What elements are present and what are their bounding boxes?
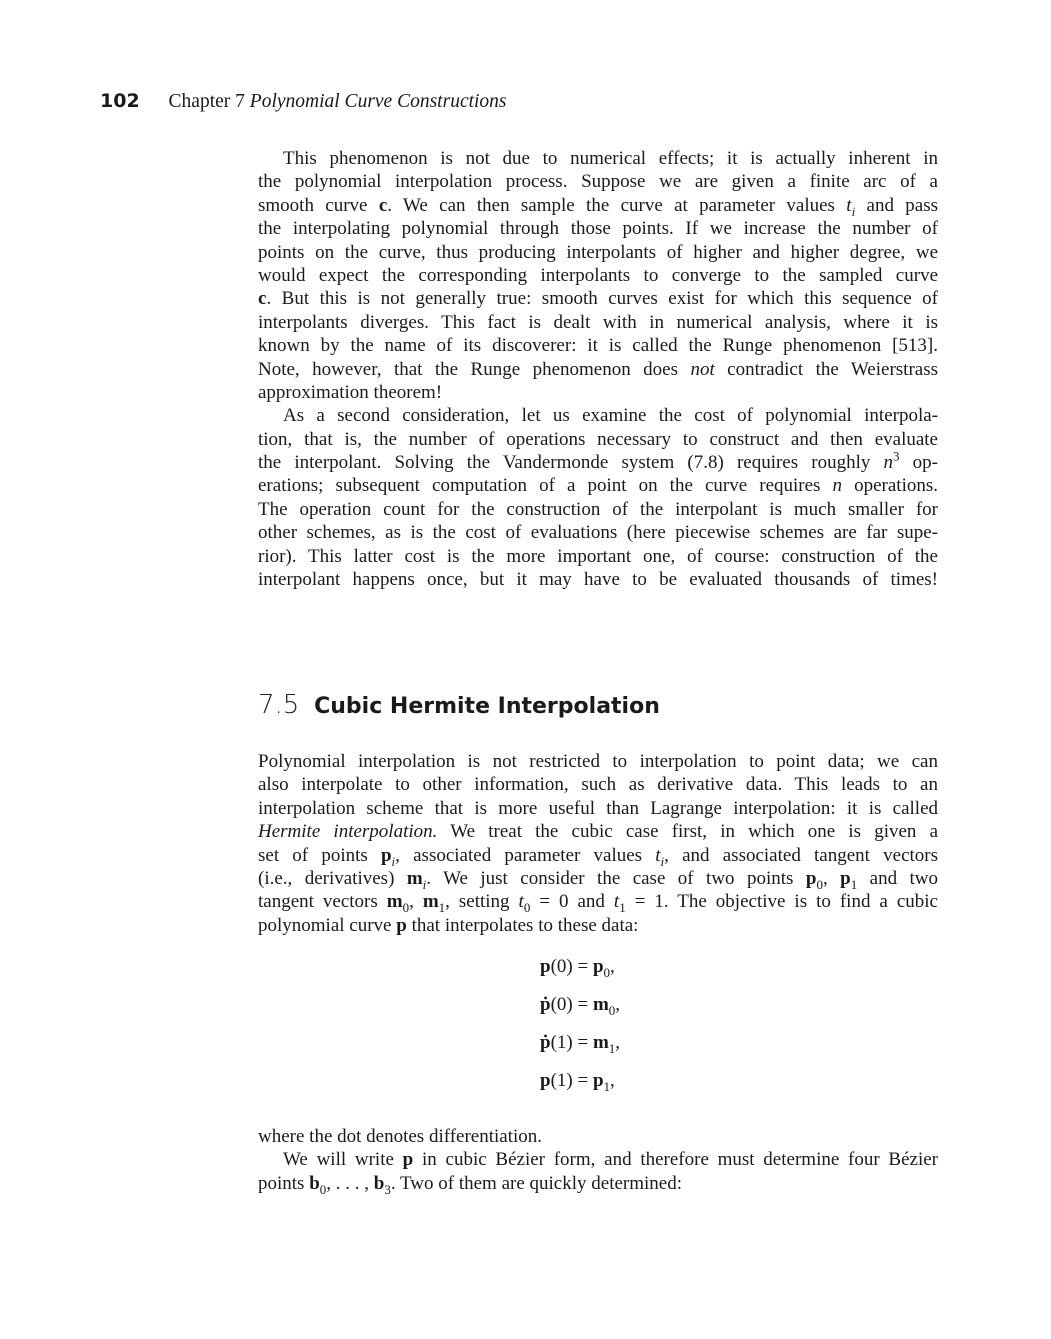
- subscript: 0: [816, 876, 823, 892]
- text-run: , setting: [445, 891, 519, 913]
- math-vector: m: [592, 1032, 609, 1053]
- text-run: = 1. The objective is to find a cubic: [625, 891, 938, 913]
- text-run: op-: [899, 452, 938, 474]
- math-vector: c: [378, 194, 388, 216]
- text-run: (1) =: [550, 1032, 593, 1053]
- math-vector: p: [540, 1070, 551, 1091]
- text-run: This phenomenon is not due to numerical effects; it is actually inherent in: [283, 148, 938, 169]
- body-paragraphs-1: [258, 147, 938, 591]
- text-run: would expect the corresponding interpolants to converge to the sampled curve: [258, 264, 938, 286]
- text-run: . We can then sample the curve at parameter values: [387, 194, 847, 216]
- text-line: [258, 404, 938, 427]
- text-run: in cubic Bézier form, and therefore must determine four Bézier: [413, 1149, 938, 1171]
- text-line: [258, 428, 938, 451]
- emphasis: not: [690, 358, 715, 380]
- text-run: points on the curve, thus producing interpolants of higher and higher degree, we: [258, 241, 938, 263]
- text-line: [258, 498, 938, 521]
- text-line: [258, 914, 938, 937]
- section-heading: [258, 690, 660, 720]
- text-run: operations.: [842, 475, 938, 497]
- text-line: [258, 358, 938, 381]
- subscript: 0: [402, 900, 410, 916]
- text-run: set of points: [258, 844, 381, 866]
- text-run: approximation theorem!: [258, 381, 443, 403]
- text-run: Note, however, that the Runge phenomenon does: [258, 358, 691, 380]
- subscript: 0: [523, 900, 531, 916]
- text-line: [258, 241, 938, 264]
- subscript: i: [391, 853, 396, 869]
- text-line: [258, 844, 938, 867]
- text-run: ,: [822, 867, 841, 889]
- text-run: The operation count for the construction of the interpolant is much smaller for: [258, 498, 938, 520]
- text-run: the polynomial interpolation process. Suppose we are given a finite arc of a: [258, 171, 938, 193]
- text-run: . Two of them are quickly determined:: [390, 1172, 683, 1194]
- text-line: [258, 797, 938, 820]
- text-run: the interpolant. Solving the Vandermonde system (7.8) requires roughly: [258, 452, 884, 474]
- subscript: 1: [603, 1078, 611, 1094]
- subscript: i: [422, 876, 427, 892]
- section-title: Cubic Hermite Interpolation: [314, 694, 660, 719]
- math-vector: m: [386, 891, 403, 913]
- text-run: ,: [615, 994, 621, 1015]
- chapter-title: Polynomial Curve Constructions: [249, 91, 507, 112]
- math-vector: b: [309, 1172, 320, 1194]
- text-line: [258, 1125, 938, 1148]
- math-vector: p: [396, 914, 407, 936]
- text-run: , and associated tangent vectors: [664, 844, 938, 866]
- text-line: [258, 867, 938, 890]
- math-vector: p: [592, 956, 604, 977]
- text-line: [258, 521, 938, 544]
- text-run: . We just consider the case of two points: [426, 867, 806, 889]
- page-number: 102: [100, 90, 140, 112]
- emphasis: t: [518, 891, 524, 913]
- text-run: also interpolate to other information, such as derivative data. This leads to an: [258, 774, 938, 796]
- text-line: [258, 890, 938, 916]
- text-line: [258, 773, 938, 796]
- text-run: interpolants diverges. This fact is dealt with in numerical analysis, where it is: [258, 311, 938, 333]
- equation-block: [540, 952, 620, 1104]
- text-run: and two: [857, 867, 939, 889]
- text-line: [258, 474, 938, 497]
- body-paragraph-hermite: [258, 750, 938, 937]
- text-run: . But this is not generally true: smooth curves exist for which this sequence of: [266, 288, 938, 310]
- text-line: [258, 194, 938, 217]
- text-run: (0) =: [550, 994, 593, 1015]
- text-run: ,: [610, 1070, 615, 1091]
- running-header: [100, 90, 507, 113]
- text-line: [258, 448, 938, 474]
- text-run: other schemes, as is the cost of evaluations (here piecewise schemes are far supe-: [258, 522, 938, 544]
- text-run: tion, that is, the number of operations necessary to construct and then evaluate: [258, 428, 938, 450]
- text-line: [258, 381, 938, 404]
- math-vector: p: [540, 956, 551, 977]
- equation: [540, 1066, 620, 1104]
- text-run: the interpolating polynomial through those points. If we increase the number of: [258, 218, 938, 240]
- math-vector: ṗ: [540, 1032, 551, 1053]
- math-vector: p: [402, 1149, 414, 1171]
- equation: [540, 952, 620, 990]
- text-run: We will write: [283, 1149, 403, 1171]
- text-run: smooth curve: [258, 194, 379, 216]
- text-run: tangent vectors: [258, 891, 387, 913]
- subscript: 1: [619, 900, 626, 916]
- subscript: 1: [438, 900, 446, 916]
- text-run: (1) =: [550, 1070, 593, 1091]
- text-run: (i.e., derivatives): [258, 867, 407, 889]
- text-line: [258, 1148, 938, 1171]
- math-vector: m: [406, 867, 423, 889]
- text-line: [258, 170, 938, 193]
- emphasis: t: [613, 891, 620, 913]
- text-run: polynomial curve: [258, 914, 397, 936]
- math-vector: p: [592, 1070, 604, 1091]
- emphasis: n: [832, 475, 843, 497]
- text-line: [258, 287, 938, 310]
- text-line: [258, 264, 938, 287]
- math-vector: p: [805, 867, 817, 889]
- text-run: ,: [610, 956, 615, 977]
- chapter-label: Chapter 7: [168, 91, 245, 112]
- text-line: [258, 568, 938, 591]
- math-vector: b: [373, 1172, 385, 1194]
- section-number: 7.5: [258, 690, 300, 720]
- subscript: 3: [384, 1181, 391, 1197]
- text-run: points: [258, 1172, 310, 1194]
- emphasis: n: [883, 452, 894, 474]
- math-vector: m: [422, 891, 439, 913]
- text-run: (0) =: [550, 956, 593, 977]
- subscript: i: [660, 853, 665, 869]
- subscript: 0: [319, 1181, 327, 1197]
- math-vector: c: [258, 288, 267, 310]
- math-vector: ṗ: [540, 994, 551, 1015]
- math-vector: m: [592, 994, 609, 1015]
- equation: [540, 1028, 620, 1066]
- text-run: erations; subsequent computation of a point on the curve requires: [258, 475, 833, 497]
- emphasis: t: [655, 844, 661, 866]
- superscript: 3: [893, 448, 900, 464]
- text-line: [258, 147, 938, 170]
- text-run: , . . . ,: [326, 1172, 374, 1194]
- text-run: We treat the cubic case first, in which one is given a: [437, 821, 939, 843]
- emphasis: t: [846, 194, 852, 216]
- text-run: = 0 and: [530, 891, 614, 913]
- text-line: [258, 545, 938, 568]
- subscript: i: [851, 203, 856, 219]
- text-run: that interpolates to these data:: [406, 914, 639, 936]
- text-run: rior). This latter cost is the more important one, of course: construction of the: [258, 545, 938, 567]
- text-run: Polynomial interpolation is not restricted to interpolation to point data; we can: [258, 751, 938, 772]
- text-run: interpolant happens once, but it may have to be evaluated thousands of times!: [258, 569, 938, 591]
- body-paragraphs-3: [258, 1125, 938, 1195]
- text-run: interpolation scheme that is more useful than Lagrange interpolation: it is called: [258, 797, 938, 819]
- text-line: [258, 1172, 938, 1195]
- subscript: 0: [608, 1002, 616, 1018]
- subscript: 0: [603, 964, 611, 980]
- text-run: contradict the Weierstrass: [714, 358, 938, 380]
- text-run: ,: [409, 891, 423, 913]
- math-vector: p: [380, 844, 392, 866]
- subscript: 1: [608, 1040, 616, 1056]
- text-run: where the dot denotes differentiation.: [258, 1126, 543, 1147]
- text-line: [258, 334, 938, 357]
- text-run: known by the name of its discoverer: it is called the Runge phenomenon [513].: [258, 335, 938, 357]
- text-line: [258, 820, 938, 843]
- subscript: 1: [850, 876, 858, 892]
- text-line: [258, 750, 938, 773]
- text-run: and pass: [855, 194, 938, 216]
- text-line: [258, 217, 938, 240]
- equation: [540, 990, 620, 1028]
- text-run: , associated parameter values: [395, 844, 656, 866]
- text-run: ,: [615, 1032, 621, 1053]
- math-vector: p: [840, 867, 851, 889]
- text-run: As a second consideration, let us examine the cost of polynomial interpola-: [283, 405, 938, 427]
- emphasis: Hermite interpolation.: [258, 821, 438, 843]
- text-line: [258, 311, 938, 334]
